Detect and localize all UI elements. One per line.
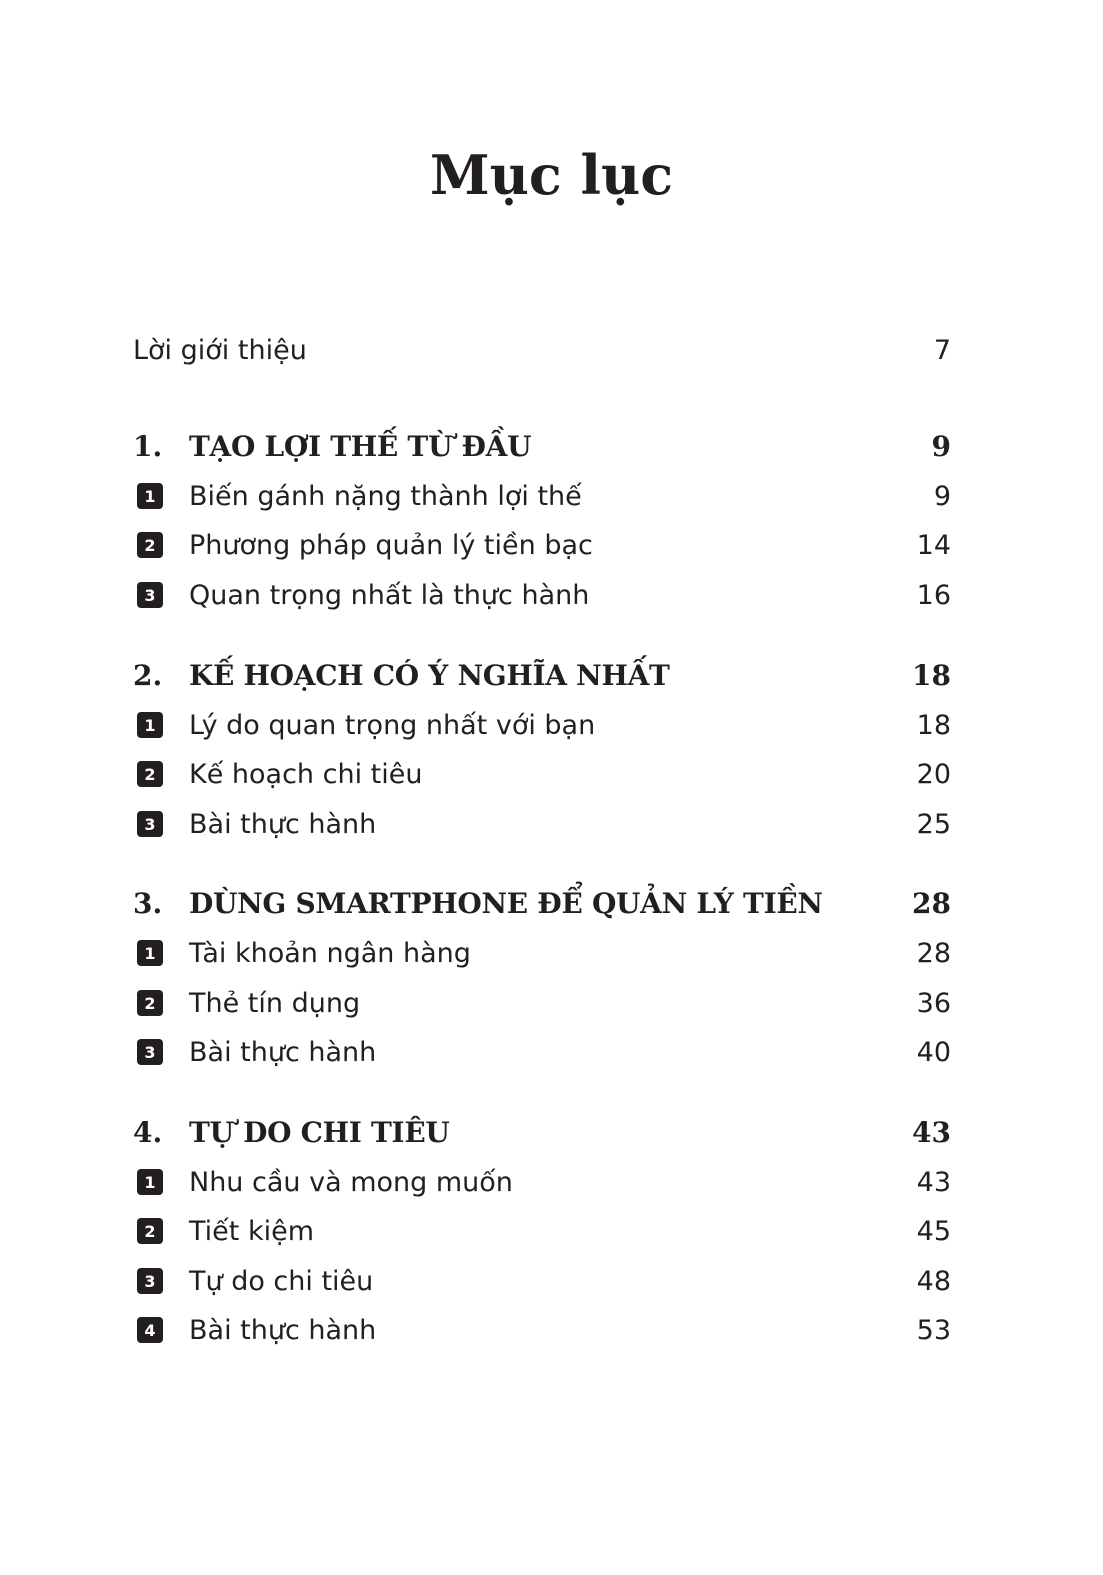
section-number-badge: 4 (137, 1317, 163, 1343)
section-page: 9 (933, 480, 951, 512)
toc-section[interactable] (133, 1259, 951, 1303)
section-number-badge: 3 (137, 1268, 163, 1294)
chapter-number: 1. (133, 429, 163, 463)
toc-chapter-3[interactable] (133, 881, 951, 925)
section-number-badge: 2 (137, 761, 163, 787)
section-page: 16 (916, 579, 951, 611)
section-number-badge: 1 (137, 483, 163, 509)
section-number-badge: 2 (137, 990, 163, 1016)
toc-section[interactable] (133, 752, 951, 796)
section-page: 18 (916, 709, 951, 741)
chapter-page: 18 (912, 658, 951, 692)
page-title: Mục lục (429, 143, 674, 207)
section-page: 36 (916, 987, 951, 1019)
section-number-badge: 1 (137, 940, 163, 966)
toc-section[interactable] (133, 1030, 951, 1074)
section-title: Kế hoạch chi tiêu (189, 758, 423, 790)
section-title: Thẻ tín dụng (189, 987, 361, 1019)
section-number-badge: 3 (137, 811, 163, 837)
section-page: 20 (916, 758, 951, 790)
toc-section[interactable] (133, 703, 951, 747)
chapter-title: TỰ DO CHI TIÊU (189, 1115, 450, 1149)
chapter-title: TẠO LỢI THẾ TỪ ĐẦU (189, 429, 532, 463)
section-title: Tiết kiệm (189, 1215, 314, 1247)
toc-section[interactable] (133, 523, 951, 567)
section-number-badge: 3 (137, 582, 163, 608)
section-title: Quan trọng nhất là thực hành (189, 579, 590, 611)
toc-entry-introduction[interactable] (133, 328, 951, 372)
toc-entry-label: Lời giới thiệu (133, 334, 307, 366)
toc-section[interactable] (133, 1308, 951, 1352)
chapter-number: 2. (133, 658, 163, 692)
toc-chapter-1[interactable] (133, 424, 951, 468)
section-title: Nhu cầu và mong muốn (189, 1166, 513, 1198)
toc-section[interactable] (133, 1209, 951, 1253)
section-title: Tự do chi tiêu (189, 1265, 374, 1297)
section-page: 25 (916, 808, 951, 840)
section-title: Bài thực hành (189, 1036, 377, 1068)
chapter-page: 9 (931, 429, 951, 463)
toc-chapter-4[interactable] (133, 1110, 951, 1154)
section-page: 28 (916, 937, 951, 969)
chapter-page: 43 (912, 1115, 951, 1149)
section-title: Bài thực hành (189, 808, 377, 840)
section-page: 53 (916, 1314, 951, 1346)
toc-section[interactable] (133, 802, 951, 846)
section-number-badge: 1 (137, 1169, 163, 1195)
section-page: 14 (916, 529, 951, 561)
section-page: 40 (916, 1036, 951, 1068)
chapter-title: DÙNG SMARTPHONE ĐỂ QUẢN LÝ TIỀN (189, 886, 823, 920)
toc-section[interactable] (133, 1160, 951, 1204)
toc-section[interactable] (133, 474, 951, 518)
section-number-badge: 3 (137, 1039, 163, 1065)
section-number-badge: 2 (137, 1218, 163, 1244)
section-number-badge: 1 (137, 712, 163, 738)
toc-section[interactable] (133, 573, 951, 617)
toc-section[interactable] (133, 931, 951, 975)
section-title: Lý do quan trọng nhất với bạn (189, 709, 596, 741)
section-page: 45 (916, 1215, 951, 1247)
toc-entry-page: 7 (933, 334, 951, 366)
section-title: Bài thực hành (189, 1314, 377, 1346)
chapter-title: KẾ HOẠCH CÓ Ý NGHĨA NHẤT (189, 658, 670, 692)
chapter-page: 28 (912, 886, 951, 920)
section-title: Biến gánh nặng thành lợi thế (189, 480, 582, 512)
chapter-number: 4. (133, 1115, 163, 1149)
toc-section[interactable] (133, 981, 951, 1025)
section-title: Tài khoản ngân hàng (189, 937, 471, 969)
section-title: Phương pháp quản lý tiền bạc (189, 529, 593, 561)
chapter-number: 3. (133, 886, 163, 920)
section-number-badge: 2 (137, 532, 163, 558)
section-page: 43 (916, 1166, 951, 1198)
toc-chapter-2[interactable] (133, 653, 951, 697)
section-page: 48 (916, 1265, 951, 1297)
